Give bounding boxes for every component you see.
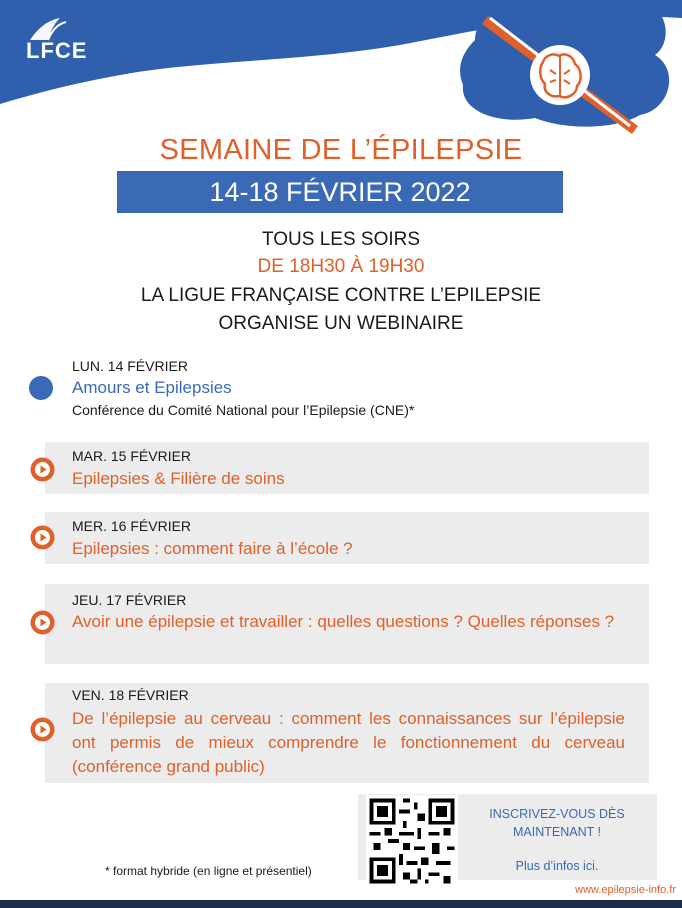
event-day: MER. 16 FÉVRIER — [72, 518, 192, 534]
intro-line-2: DE 18H30 À 19H30 — [257, 256, 425, 277]
event-item — [45, 352, 649, 430]
play-icon[interactable] — [30, 457, 55, 482]
date-text: 14-18 FÉVRIER 2022 — [209, 176, 471, 207]
event-day: LUN. 14 FÉVRIER — [72, 358, 188, 374]
footnote: * format hybride (en ligne et présentiel) — [105, 864, 312, 878]
event-subtitle: Conférence du Comité National pour l’Epilepsie (CNE)* — [72, 402, 415, 418]
event-item — [45, 584, 649, 664]
play-icon[interactable] — [30, 717, 55, 742]
date-banner — [117, 171, 563, 213]
event-title[interactable]: Amours et Epilepsies — [72, 378, 232, 397]
event-item — [45, 512, 649, 564]
logo-text: LFCE — [26, 38, 88, 63]
brain-illustration — [455, 0, 682, 140]
event-item — [45, 683, 649, 783]
website-link[interactable]: www.epilepsie-info.fr — [575, 884, 676, 896]
event-title[interactable]: De l’épilepsie au cerveau : comment les connaissances sur l’épilepsie ont permis de mieux comprendre le fonctionnement du cerveau (conférence grand public) — [72, 709, 625, 776]
intro-line-3: LA LIGUE FRANÇAISE CONTRE L’EPILEPSIE — [140, 285, 542, 306]
more-info-link[interactable]: Plus d’infos ici. — [515, 859, 599, 873]
event-title[interactable]: Avoir une épilepsie et travailler : quelles questions ? Quelles réponses ? — [72, 612, 615, 631]
cta-line-1[interactable]: INSCRIVEZ-VOUS DÈS — [489, 807, 625, 821]
page-title: SEMAINE DE L’ÉPILEPSIE — [159, 134, 523, 166]
event-day: VEN. 18 FÉVRIER — [72, 687, 189, 703]
play-icon[interactable] — [30, 610, 55, 635]
bullet-dot-icon — [29, 376, 53, 400]
event-title[interactable]: Epilepsies : comment faire à l’école ? — [72, 539, 353, 558]
qr-code-icon[interactable] — [366, 795, 458, 887]
intro-line-1: TOUS LES SOIRS — [261, 229, 421, 250]
bottom-bar — [0, 900, 682, 908]
play-icon[interactable] — [30, 525, 55, 550]
cta-line-2[interactable]: MAINTENANT ! — [513, 825, 601, 839]
event-title[interactable]: Epilepsies & Filière de soins — [72, 469, 285, 488]
event-day: JEU. 17 FÉVRIER — [72, 592, 187, 608]
intro-line-4: ORGANISE UN WEBINAIRE — [218, 313, 464, 334]
event-item — [45, 442, 649, 494]
event-day: MAR. 15 FÉVRIER — [72, 448, 192, 464]
